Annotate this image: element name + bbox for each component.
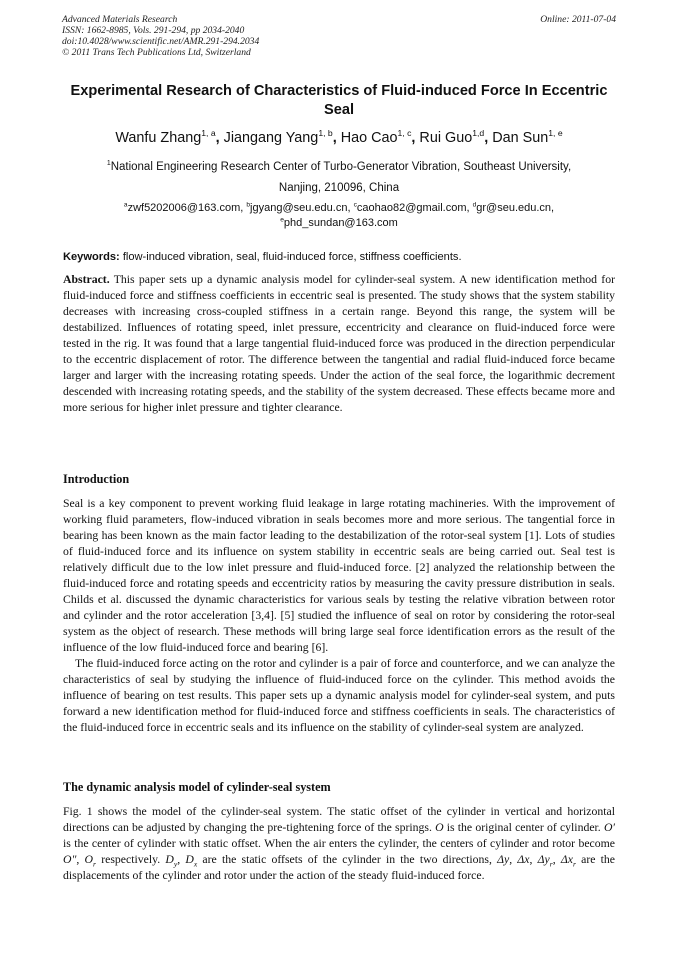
- introduction-paragraph: The fluid-induced force acting on the rotor and cylinder is a pair of force and counterforce, and we can analyze the characteristics of seal by studying the influence of fluid-induced force on the cylinder. This method avoids the influence of bearing on test results. This paper sets up a dynamic analysis model for cylinder-seal system, and puts forward a new identification method for fluid-induced force and stiffness coefficients in seals. The characteristics of the fluid-induced force in eccentric seals and its influence on the stability of cylinder-seal system are analyzed.: [63, 657, 615, 734]
- abstract: [63, 272, 615, 416]
- symbol-O-r: O: [84, 853, 94, 866]
- symbol-O-double-prime: O": [63, 853, 77, 866]
- dynamic-model-paragraph: Fig. 1 shows the model of the cylinder-seal system. The static offset of the cylinder in vertical and horizontal directions can be adjusted by changing the pre-tightening force of the springs. O is the original center of cylinder. O′ is the center of cylinder with static offset. When the air enters the cylinder, the centers of cylinder and rotor become O", $O_r$ respectively. $D_y$, $D_x$ are the static offsets of the cylinder in the two directions, Δy, Δx, $\Delta y_r$, $\Delta x_r$ are the displacements of the cylinder and rotor under the action of the steady fluid-induced force.: [63, 805, 615, 882]
- journal-header: [62, 14, 259, 58]
- author-list: Wanfu Zhang$^{1, a}$, Jiangang Yang$^{1, b}$, Hao Cao$^{1, c}$, Rui Guo$^{1,d}$, Dan Sun$^{1, e}$: [115, 128, 563, 146]
- introduction-body: [63, 496, 615, 736]
- symbol-D-x: D: [185, 853, 194, 866]
- symbol-O-prime: O′: [603, 821, 615, 834]
- email-list: [40, 201, 638, 231]
- affiliation-marker: 1: [106, 160, 111, 168]
- issn-line: ISSN: 1662-8985, Vols. 291-294, pp 2034-2040: [62, 25, 245, 36]
- author-name: Jiangang Yang: [223, 130, 319, 146]
- keywords: [63, 250, 615, 264]
- email-marker: b: [246, 201, 251, 209]
- keywords-text: flow-induced vibration, seal, fluid-induced force, stiffness coefficients.: [122, 251, 462, 263]
- keywords-label: Keywords:: [63, 251, 120, 263]
- affiliation-line: National Engineering Research Center of Turbo-Generator Vibration, Southeast University,: [110, 161, 572, 173]
- journal-name: Advanced Materials Research: [62, 14, 178, 25]
- copyright-line: © 2011 Trans Tech Publications Ltd, Switzerland: [62, 47, 251, 58]
- symbol-delta-x: Δx: [517, 853, 530, 866]
- author-name: Dan Sun: [492, 130, 549, 146]
- introduction-paragraph: Seal is a key component to prevent working fluid leakage in large rotating machineries. With the improvement of working fluid parameters, flow-induced vibration in seals becomes more and more serious. The tangential force in bearing has been known as the main factor leading to the destabilization of the rotor-seal system [1]. Lots of studies of fluid-induced force and its influence on system stability in eccentric seals are being carried out. Seal test is relatively difficult due to the low inlet pressure and fluid-induced force. [2] analyzed the relationship between the fluid-induced force and rotating speeds and eccentricity ratios by measuring the cavity pressure distribution in seals. Childs et al. discussed the dynamic characteristics for various seals by testing the relative vibration between rotor and cylinder and the rotor acceleration [3,4]. [5] studied the influence of seal on rotor by considering the rotor-seal system as the object of research. These methods will bring large seal force identification errors as the result of the influence of the low fluid-induced force and bearing [6].: [63, 497, 615, 654]
- online-date: Online: 2011-07-04: [540, 14, 616, 25]
- email-marker: a: [123, 201, 128, 209]
- paper-title: Experimental Research of Characteristics of Fluid-induced Force In Eccentric Seal: [70, 83, 608, 118]
- email-address: phd_sundan@163.com: [283, 217, 398, 229]
- email-marker: e: [280, 216, 284, 224]
- symbol-delta-x-r: Δx: [560, 853, 573, 866]
- author-affil-marker: 1,d: [472, 128, 485, 139]
- author-name: Hao Cao: [340, 130, 398, 146]
- email-marker: d: [472, 201, 477, 209]
- symbol-O: O: [435, 821, 444, 834]
- author-name: Wanfu Zhang: [115, 130, 202, 146]
- symbol-delta-y-r: Δy: [537, 853, 550, 866]
- affiliation: [40, 157, 638, 199]
- dynamic-model-body: [63, 804, 615, 884]
- introduction-heading: Introduction: [63, 472, 130, 486]
- email-address: caohao82@gmail.com,: [356, 202, 470, 214]
- abstract-text: This paper sets up a dynamic analysis model for cylinder-seal system. A new identification method for fluid-induced force and stiffness coefficients in eccentric seal is presented. The study shows that the system stability decreases with increasing cross-coupled stiffness in a certain range. Beyond this range, the system will be destabilized. Influences of rotating speed, inlet pressure, eccentricity and clearance on fluid-induced force were tested in the rig. It was found that a large tangential fluid-induced force was produced in the direction perpendicular to the eccentric displacement of rotor. The difference between the tangential and radial fluid-induced force became larger and larger with the increasing rotating speeds. Under the action of the seal force, the logarithmic decrement descended with increasing rotating speeds, and the stability of the system decreased. These effects became more and more serious for higher inlet pressure and tighter clearance.: [63, 273, 615, 414]
- author-affil-marker: 1, b: [318, 128, 333, 139]
- email-address: gr@seu.edu.cn,: [476, 202, 555, 214]
- symbol-D-y: D: [165, 853, 174, 866]
- author-affil-marker: 1, e: [548, 128, 563, 139]
- author-name: Rui Guo: [419, 130, 473, 146]
- affiliation-line: Nanjing, 210096, China: [278, 182, 400, 194]
- email-address: zwf5202006@163.com,: [127, 202, 244, 214]
- author-affil-marker: 1, c: [397, 128, 412, 139]
- abstract-label: Abstract.: [63, 273, 110, 286]
- doi-line: doi:10.4028/www.scientific.net/AMR.291-294.2034: [62, 36, 260, 47]
- symbol-delta-y: Δy: [497, 853, 510, 866]
- dynamic-model-heading: The dynamic analysis model of cylinder-seal system: [63, 780, 331, 794]
- email-marker: c: [353, 201, 357, 209]
- author-affil-marker: 1, a: [201, 128, 216, 139]
- email-address: jgyang@seu.edu.cn,: [250, 202, 351, 214]
